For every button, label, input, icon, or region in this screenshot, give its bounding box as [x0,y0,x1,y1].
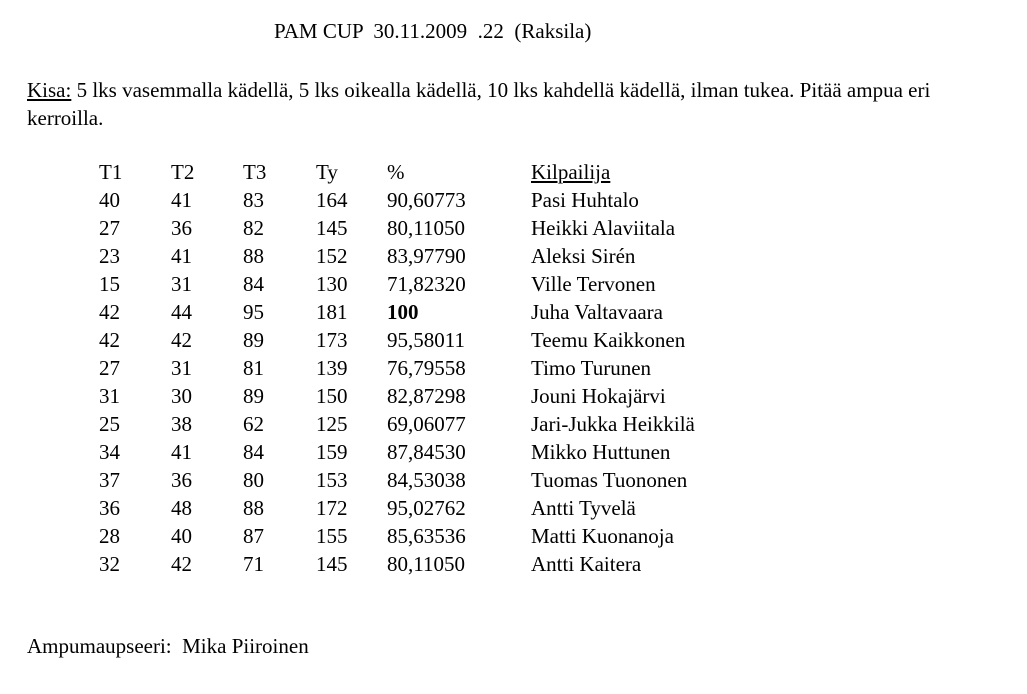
cell-percent: 100 [387,300,419,324]
cell-t3: 84 [243,440,264,464]
cell-t3: 83 [243,188,264,212]
table-row [0,186,1027,214]
cell-competitor: Ville Tervonen [531,272,656,296]
header-t3: T3 [243,160,267,184]
cell-t1: 37 [99,468,120,492]
table-body [0,186,1027,578]
header-percent: % [387,160,405,184]
cell-t1: 25 [99,412,120,436]
cell-t3: 62 [243,412,264,436]
cell-ty: 172 [316,496,348,520]
cell-competitor: Jouni Hokajärvi [531,384,666,408]
cell-competitor: Antti Kaitera [531,552,642,576]
cell-t2: 41 [171,440,192,464]
cell-t3: 71 [243,552,264,576]
cell-percent: 80,11050 [387,552,465,576]
table-row [0,522,1027,550]
cell-t2: 30 [171,384,192,408]
table-row [0,550,1027,578]
table-row [0,466,1027,494]
cell-t1: 23 [99,244,120,268]
cell-t3: 87 [243,524,264,548]
header-ty: Ty [316,160,338,184]
cell-ty: 173 [316,328,348,352]
competition-description [27,76,992,132]
cell-ty: 159 [316,440,348,464]
cell-percent: 71,82320 [387,272,466,296]
cell-t2: 48 [171,496,192,520]
cell-competitor: Teemu Kaikkonen [531,328,686,352]
cell-t3: 84 [243,272,264,296]
cell-t3: 95 [243,300,264,324]
cell-t2: 44 [171,300,192,324]
cell-t3: 88 [243,244,264,268]
table-row [0,438,1027,466]
cell-ty: 152 [316,244,348,268]
cell-ty: 125 [316,412,348,436]
table-row [0,354,1027,382]
cell-t1: 32 [99,552,120,576]
cell-competitor: Aleksi Sirén [531,244,636,268]
cell-ty: 139 [316,356,348,380]
cell-t1: 27 [99,216,120,240]
cell-ty: 145 [316,216,348,240]
range-officer: Ampumaupseeri: Mika Piiroinen [27,634,309,658]
cell-t2: 38 [171,412,192,436]
cell-t1: 40 [99,188,120,212]
cell-t3: 89 [243,384,264,408]
description-label: Kisa: [27,78,72,102]
cell-percent: 90,60773 [387,188,466,212]
cell-competitor: Timo Turunen [531,356,652,380]
description-text: 5 lks vasemmalla kädellä, 5 lks oikealla kädellä, 10 lks kahdellä kädellä, ilman tukea. Pitää ampua eri kerroilla. [27,78,931,130]
cell-competitor: Matti Kuonanoja [531,524,674,548]
cell-percent: 95,02762 [387,496,466,520]
results-table [0,158,1027,578]
table-row [0,270,1027,298]
cell-t3: 82 [243,216,264,240]
cell-competitor: Juha Valtavaara [531,300,663,324]
cell-t2: 42 [171,552,192,576]
cell-t1: 42 [99,328,120,352]
table-header-row [0,158,1027,186]
table-row [0,298,1027,326]
table-row [0,382,1027,410]
cell-t1: 42 [99,300,120,324]
cell-t2: 41 [171,244,192,268]
cell-t2: 42 [171,328,192,352]
cell-ty: 130 [316,272,348,296]
cell-competitor: Mikko Huttunen [531,440,671,464]
cell-percent: 87,84530 [387,440,466,464]
cell-competitor: Jari-Jukka Heikkilä [531,412,695,436]
cell-t2: 31 [171,356,192,380]
cell-t2: 41 [171,188,192,212]
cell-percent: 84,53038 [387,468,466,492]
cell-t1: 28 [99,524,120,548]
cell-ty: 181 [316,300,348,324]
cell-percent: 82,87298 [387,384,466,408]
cell-competitor: Tuomas Tuononen [531,468,688,492]
cell-ty: 145 [316,552,348,576]
cell-t2: 31 [171,272,192,296]
cell-t3: 88 [243,496,264,520]
table-row [0,214,1027,242]
cell-percent: 83,97790 [387,244,466,268]
cell-t3: 80 [243,468,264,492]
cell-t1: 15 [99,272,120,296]
cell-t2: 36 [171,468,192,492]
cell-ty: 153 [316,468,348,492]
table-row [0,326,1027,354]
cell-percent: 95,58011 [387,328,465,352]
table-row [0,410,1027,438]
table-row [0,242,1027,270]
page-title: PAM CUP 30.11.2009 .22 (Raksila) [274,19,592,43]
cell-competitor: Pasi Huhtalo [531,188,639,212]
cell-t1: 36 [99,496,120,520]
cell-percent: 85,63536 [387,524,466,548]
header-t2: T2 [171,160,195,184]
cell-t1: 27 [99,356,120,380]
cell-percent: 80,11050 [387,216,465,240]
header-competitor: Kilpailija [531,160,611,184]
cell-percent: 76,79558 [387,356,466,380]
cell-t2: 36 [171,216,192,240]
cell-t2: 40 [171,524,192,548]
cell-competitor: Heikki Alaviitala [531,216,676,240]
cell-competitor: Antti Tyvelä [531,496,636,520]
table-row [0,494,1027,522]
cell-percent: 69,06077 [387,412,466,436]
cell-t3: 89 [243,328,264,352]
header-t1: T1 [99,160,123,184]
cell-ty: 150 [316,384,348,408]
cell-t3: 81 [243,356,264,380]
cell-t1: 31 [99,384,120,408]
cell-t1: 34 [99,440,120,464]
cell-ty: 164 [316,188,348,212]
cell-ty: 155 [316,524,348,548]
